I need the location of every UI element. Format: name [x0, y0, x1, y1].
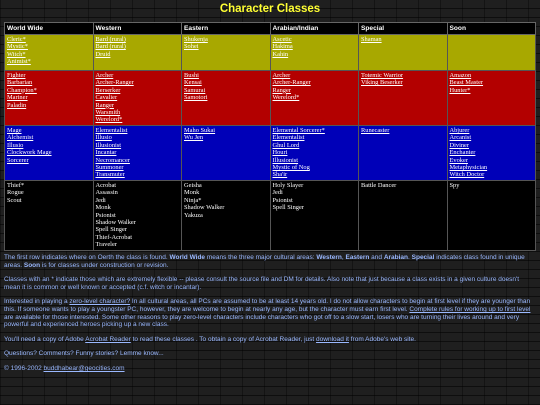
class-cell: [359, 71, 448, 126]
column-header: World Wide: [5, 23, 94, 35]
class-link: Spell Singer: [95, 226, 127, 234]
class-link[interactable]: Druid: [95, 50, 111, 58]
class-link[interactable]: Sorcerer: [7, 156, 29, 164]
note-text: In all cultural areas, all PCs are assumed to be at least 14 years old. I do not allow characters to begin at first level if they are younger than this. If someone wants to play a youngster PC, however, they are welcome to begin at nearly any age, but the character must earn first level.: [4, 298, 531, 313]
class-link[interactable]: Bard (rural): [95, 36, 126, 43]
class-link[interactable]: Werelord*: [95, 116, 123, 124]
class-link[interactable]: Sohei: [184, 43, 199, 51]
class-link: Monk: [184, 189, 200, 197]
column-header: Soon: [447, 23, 536, 35]
column-header: Arabian/Indian: [270, 23, 359, 35]
note-bold: Western: [316, 254, 342, 261]
class-link: Spy: [449, 182, 460, 189]
class-link[interactable]: Mage: [7, 127, 22, 134]
class-link[interactable]: Amazon: [449, 72, 472, 79]
class-cell: [359, 181, 448, 251]
note-bold: Soon: [23, 261, 41, 269]
class-link[interactable]: Illusionist: [95, 141, 122, 149]
class-link[interactable]: Animist*: [7, 58, 31, 66]
email-link[interactable]: buddhabear@geocities.com: [43, 364, 125, 372]
class-link[interactable]: Abjurer: [449, 127, 470, 134]
class-link: Acrobat: [95, 182, 117, 189]
class-link[interactable]: Mariner: [7, 94, 28, 102]
class-cell: [359, 35, 448, 71]
class-cell: [182, 71, 271, 126]
class-link[interactable]: Enchanter: [449, 149, 476, 157]
class-cell: [5, 35, 94, 71]
class-link[interactable]: Champion*: [7, 86, 37, 94]
class-link[interactable]: Samotori: [184, 94, 208, 102]
class-link[interactable]: Cavalier: [95, 94, 118, 102]
class-link[interactable]: Transmuter: [95, 171, 125, 179]
class-link[interactable]: Witch Doctor: [449, 171, 485, 179]
note-bold: World Wide: [169, 254, 206, 261]
note-text: to read these classes . To obtain a copy of Acrobat Reader, just: [130, 335, 317, 343]
note-paragraph-asterisk: Classes with an * indicate those which are extremely flexible -- please consult the source file and DM for details. Also note that just because a class exists in a given culture doesn't mean it is common or well known or accepted (c.f. witch or incantar).: [4, 276, 520, 291]
note-bold: Arabian: [383, 254, 409, 261]
class-cell: [182, 35, 271, 71]
class-link[interactable]: Bard (rural): [95, 43, 126, 51]
note-paragraph-acrobat: [4, 336, 534, 344]
class-cell: [5, 126, 94, 181]
class-link[interactable]: Totemic Warrior: [361, 72, 404, 79]
class-link[interactable]: Archer: [272, 72, 291, 79]
class-cell: [447, 181, 536, 251]
class-link[interactable]: Illusio: [95, 134, 112, 142]
class-link[interactable]: Illusio: [7, 141, 24, 149]
class-link[interactable]: Ascetic: [272, 36, 292, 43]
class-cell: [93, 71, 182, 126]
class-link[interactable]: Mystic*: [7, 43, 28, 51]
class-link[interactable]: Berserker: [95, 86, 121, 94]
note-text: indicates class found in unique areas.: [4, 254, 525, 269]
class-link: Traveler: [95, 241, 117, 249]
page-title: Character Classes: [219, 3, 321, 15]
class-table: [4, 22, 536, 251]
class-link[interactable]: Warsmith: [95, 109, 121, 117]
class-cell: [270, 126, 359, 181]
class-row: [5, 181, 536, 251]
class-link[interactable]: Diviner: [449, 141, 470, 149]
class-link[interactable]: Fighter: [7, 72, 26, 79]
class-cell: [359, 126, 448, 181]
table-body: [5, 35, 536, 251]
class-link[interactable]: Shukenja: [184, 36, 208, 43]
note-text: and: [369, 254, 384, 261]
note-text: is for classes under construction or revision.: [40, 261, 169, 269]
class-link[interactable]: Maho Sukai: [184, 127, 216, 134]
class-link[interactable]: Hakima: [272, 43, 293, 51]
class-link: Battle Dancer: [361, 182, 397, 189]
class-link[interactable]: Runecaster: [361, 127, 390, 134]
class-link[interactable]: Houri: [272, 149, 288, 157]
class-cell: [93, 126, 182, 181]
class-link[interactable]: Archer-Ranger: [272, 79, 311, 87]
class-link[interactable]: Beast Master: [449, 79, 484, 87]
class-link[interactable]: Samurai: [184, 86, 206, 94]
class-link[interactable]: Ghul Lord: [272, 141, 300, 149]
class-link[interactable]: Cleric*: [7, 36, 26, 43]
class-cell: [270, 35, 359, 71]
class-link[interactable]: Necromancer: [95, 156, 130, 164]
class-link[interactable]: Arcanist: [449, 134, 472, 142]
class-link[interactable]: Werelord*: [272, 94, 300, 102]
copyright-text: © 1996-2002: [4, 364, 44, 372]
class-link[interactable]: Incantar: [95, 149, 117, 157]
class-cell: [447, 35, 536, 71]
note-text: from Adobe's web site.: [348, 335, 416, 343]
class-link: Spell Singer: [272, 204, 304, 212]
class-link[interactable]: Archer-Ranger: [95, 79, 134, 87]
class-link: Psionist: [272, 196, 293, 204]
note-paragraph-regions: [4, 254, 534, 269]
copyright-line: [4, 365, 534, 373]
class-link[interactable]: Ranger: [95, 101, 114, 109]
class-cell: [5, 181, 94, 251]
class-cell: [270, 71, 359, 126]
class-link[interactable]: Barbarian: [7, 79, 33, 87]
class-link[interactable]: Metaphysician: [449, 164, 488, 172]
class-link: Rogue: [7, 189, 24, 197]
table-header-row: [5, 23, 536, 35]
class-link[interactable]: Clockwork Mage: [7, 149, 52, 157]
first-level-rules-link[interactable]: Complete rules for working up to first level: [409, 305, 531, 313]
class-link[interactable]: Wu Jen: [184, 134, 204, 142]
note-paragraph-contact: Questions? Comments? Funny stories? Lemme know...: [4, 350, 164, 358]
note-text: means the three major cultural areas:: [205, 254, 317, 261]
note-text: Interested in playing a: [4, 298, 70, 306]
class-link: Jedi: [95, 196, 106, 204]
class-cell: [5, 71, 94, 126]
class-link[interactable]: Elementalist: [272, 134, 305, 142]
class-link[interactable]: Paladin: [7, 101, 27, 109]
class-link: Shadow Walker: [95, 219, 136, 227]
class-link[interactable]: Archer: [95, 72, 114, 79]
note-bold: Eastern: [345, 254, 370, 261]
class-link[interactable]: Elemental Sorcerer*: [272, 127, 325, 134]
zero-level-link[interactable]: zero-level character?: [69, 298, 131, 306]
class-link: Psionist: [95, 211, 116, 219]
class-link: Assassin: [95, 189, 118, 197]
note-text: ,: [341, 254, 346, 261]
class-link[interactable]: Evoker: [449, 156, 468, 164]
class-link: Jedi: [272, 189, 283, 197]
class-cell: [182, 126, 271, 181]
class-link: Shadow Walker: [184, 204, 225, 212]
class-cell: [447, 71, 536, 126]
class-row: [5, 71, 536, 126]
class-link: Thief*: [7, 182, 25, 189]
class-link[interactable]: Illusionist: [272, 156, 299, 164]
column-header: Eastern: [182, 23, 271, 35]
note-bold: Special: [411, 254, 435, 261]
class-cell: [447, 126, 536, 181]
class-link[interactable]: Ranger: [272, 86, 291, 94]
class-link[interactable]: Kahin: [272, 50, 289, 58]
class-link: Thief-Acrobat: [95, 233, 133, 241]
class-cell: [270, 181, 359, 251]
note-text: You'll need a copy of Adobe: [4, 335, 86, 343]
class-link: Geisha: [184, 182, 202, 189]
class-cell: [93, 35, 182, 71]
class-link[interactable]: Shaman: [361, 36, 382, 43]
class-link[interactable]: Alchemist: [7, 134, 34, 142]
note-paragraph-zero-level: [4, 298, 534, 328]
class-link[interactable]: Mystic of Nog: [272, 164, 310, 172]
note-text: are available for those interested. Some other reasons to play zero-level characters include characters who got off to a slow start, losers who are turning their lives around and very powerful and experienced heroes picking up a new class.: [4, 313, 520, 329]
class-cell: [93, 181, 182, 251]
class-link: Monk: [95, 204, 111, 212]
class-link[interactable]: Summoner: [95, 164, 124, 172]
acrobat-reader-link[interactable]: Acrobat Reader: [85, 335, 131, 343]
download-link[interactable]: download it: [316, 335, 349, 343]
column-header: Western: [93, 23, 182, 35]
class-link[interactable]: Kensai: [184, 79, 202, 87]
class-row: [5, 35, 536, 71]
class-link[interactable]: Witch*: [7, 50, 26, 58]
class-link[interactable]: Viking Beserker: [361, 79, 403, 87]
class-link[interactable]: Hunter*: [449, 86, 471, 94]
notes-section: [4, 254, 534, 380]
class-link: Ninja*: [184, 196, 202, 204]
class-link: Scout: [7, 196, 22, 204]
class-link: Yakuza: [184, 211, 203, 219]
class-cell: [182, 181, 271, 251]
class-link[interactable]: Elementalist: [95, 127, 128, 134]
class-link[interactable]: Sha'ir: [272, 171, 288, 179]
class-link: Holy Slayer: [272, 182, 304, 189]
note-text: .: [408, 254, 412, 261]
column-header: Special: [359, 23, 448, 35]
note-text: The first row indicates where on Oerth the class is found.: [4, 254, 170, 261]
class-link[interactable]: Bushi: [184, 72, 199, 79]
class-row: [5, 126, 536, 181]
